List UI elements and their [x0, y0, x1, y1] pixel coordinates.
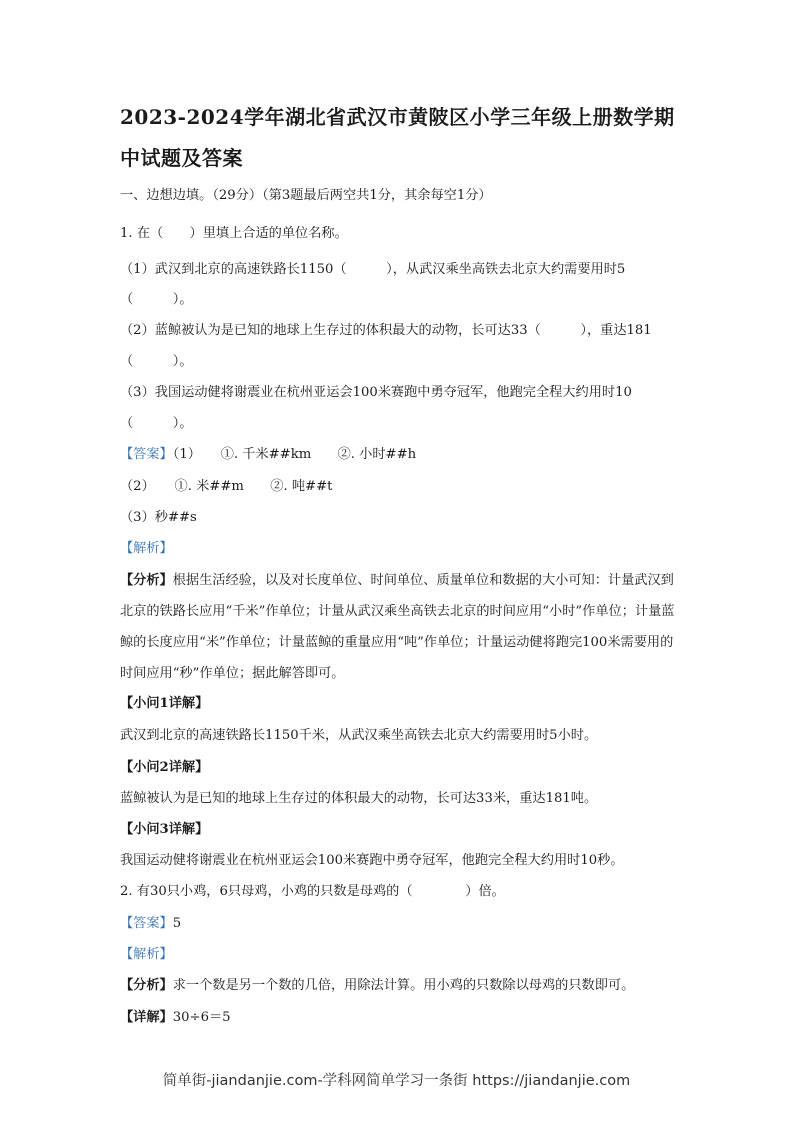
q1-part1-line1: （1）武汉到北京的高速铁路长1150（ ），从武汉乘坐高铁去北京大约需要用时5 — [120, 262, 626, 277]
q2-stem: 2. 有30只小鸡，6只母鸡，小鸡的只数是母鸡的（ ）倍。 — [120, 884, 505, 899]
analysis-text: 求一个数是另一个数的几倍，用除法计算。用小鸡的只数除以母鸡的只数即可。 — [172, 978, 635, 993]
analysis-text: 根据生活经验，以及对长度单位、时间单位、质量单位和数据的大小可知：计量武汉到北京的铁路长应用“千米”作单位；计量从武汉乘坐高铁去北京的时间应用“小时”作单位；计量蓝鲸的长度应用“米”作单位；计量蓝鲸的重量应用“吨”作单位；计量运动健将跑完100米需要用的时间应用“秒”作单位；据此解答即可。 — [120, 573, 675, 681]
q1-analysis-paragraph — [120, 565, 680, 689]
q1-answer-row1 — [120, 445, 680, 465]
q2-analysis-row — [120, 976, 680, 996]
q1-part2-line1: （2）蓝鲸被认为是已知的地球上生存过的体积最大的动物，长可达33（ ），重达181 — [120, 323, 652, 338]
q1-answer-row2: （2） ①. 米##m ②. 吨##t — [120, 479, 333, 494]
analysis-label: 【分析】 — [120, 978, 173, 993]
section-heading: 一、边想边填。（29分）（第3题最后两空共1分，其余每空1分） — [120, 188, 492, 203]
q1-sub2-label: 【小问2详解】 — [120, 760, 209, 775]
answer-text: （1） ①. 千米##km ②. 小时##h — [172, 447, 417, 462]
doc-title-line1: 2023-2024学年湖北省武汉市黄陂区小学三年级上册数学期 — [120, 105, 675, 129]
answer-tag: 【答案】 — [120, 447, 173, 462]
doc-title-line2: 中试题及答案 — [120, 146, 243, 170]
q1-part3-line2: （ ）。 — [120, 416, 193, 431]
q1-part2-line2: （ ）。 — [120, 354, 193, 369]
q1-answer-row3: （3）秒##s — [120, 510, 197, 525]
q1-sub1-text: 武汉到北京的高速铁路长1150千米，从武汉乘坐高铁去北京大约需要用时5小时。 — [120, 728, 598, 743]
q1-sub3-label: 【小问3详解】 — [120, 822, 209, 837]
page-footer-watermark: 简单街-jiandanjie.com-学科网简单学习一条街 https://jiandanjie.com — [162, 1073, 631, 1089]
q1-sub1-label: 【小问1详解】 — [120, 696, 209, 711]
q2-detail-row — [120, 1008, 680, 1028]
detail-label: 【详解】 — [120, 1010, 173, 1025]
q1-sub3-text: 我国运动健将谢震业在杭州亚运会100米赛跑中勇夺冠军，他跑完全程大约用时10秒。 — [120, 853, 624, 868]
q1-stem: 1. 在（ ）里填上合适的单位名称。 — [120, 226, 348, 241]
detail-text: 30÷6＝5 — [172, 1010, 231, 1025]
analysis-label: 【分析】 — [120, 573, 173, 588]
q2-answer-row — [120, 914, 680, 934]
q2-analysis-tag: 【解析】 — [120, 947, 173, 962]
q1-sub2-text: 蓝鲸被认为是已知的地球上生存过的体积最大的动物，长可达33米，重达181吨。 — [120, 791, 598, 806]
q1-part1-line2: （ ）。 — [120, 292, 193, 307]
q1-part3-line1: （3）我国运动健将谢震业在杭州亚运会100米赛跑中勇夺冠军，他跑完全程大约用时10 — [120, 385, 632, 400]
answer-tag: 【答案】 — [120, 916, 173, 931]
q1-analysis-tag: 【解析】 — [120, 541, 173, 556]
answer-value: 5 — [172, 916, 182, 931]
